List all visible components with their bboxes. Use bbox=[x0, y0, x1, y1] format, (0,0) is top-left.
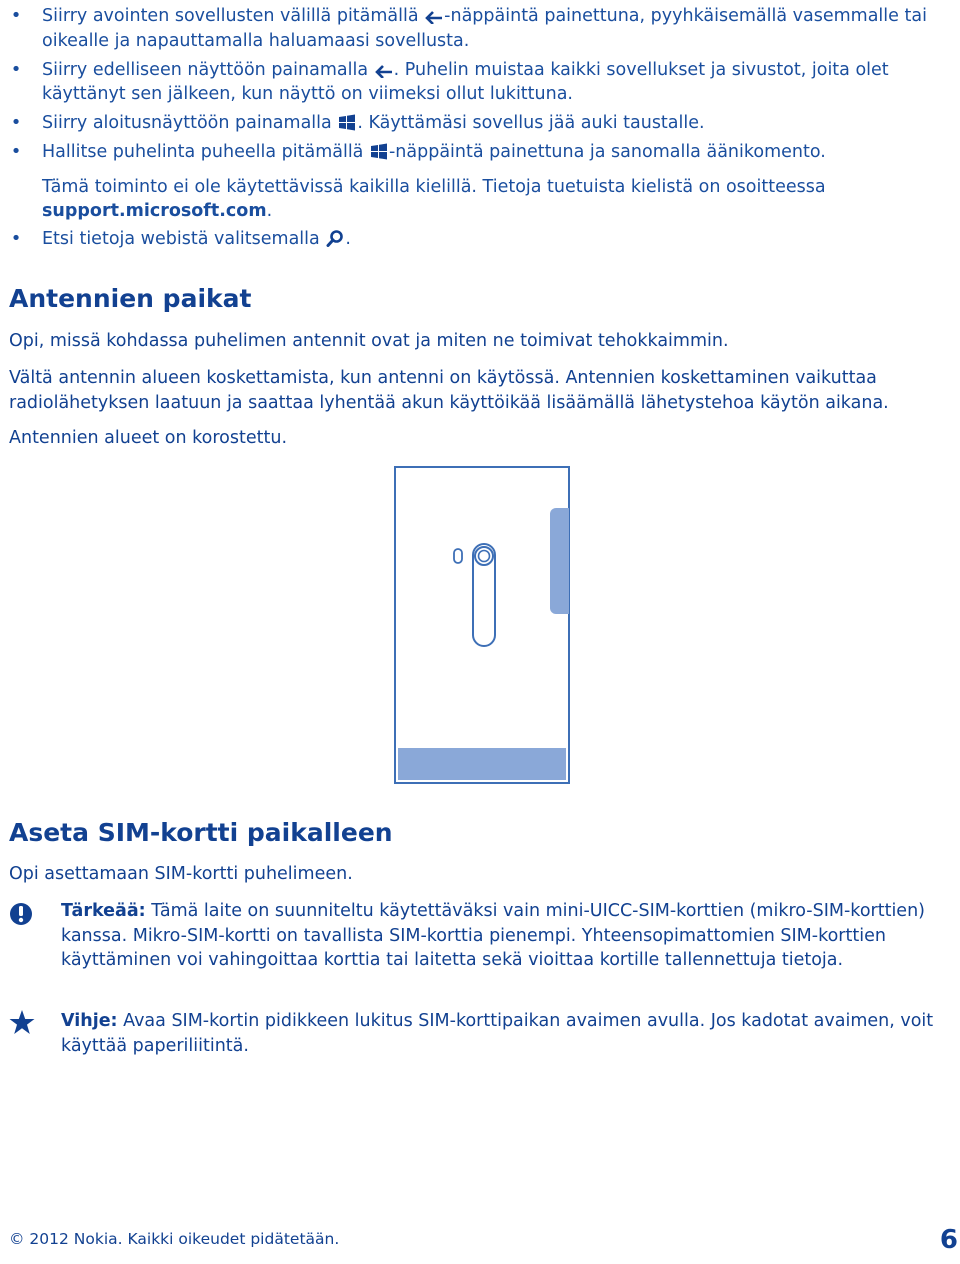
antenna-area-side bbox=[550, 508, 569, 614]
bullet-text: -näppäintä painettuna, pyyhkäisemällä vasemmalle tai oikealle ja napauttamalla haluamaasi sovellusta. bbox=[42, 6, 927, 51]
support-link[interactable]: support.microsoft.com bbox=[42, 201, 267, 221]
important-label: Tärkeää: bbox=[61, 901, 146, 921]
bullet-text: Siirry avointen sovellusten välillä pitämällä bbox=[42, 6, 425, 26]
antennas-warning: Vältä antennin alueen koskettamista, kun antenni on käytössä. Antennien koskettaminen vaikuttaa radiolähetyksen laatuun ja saattaa lyhentää akun käyttöikää lisäämällä lähetystehoa käytön aikana. bbox=[9, 368, 889, 413]
phone-back-diagram bbox=[394, 466, 570, 784]
back-arrow-icon bbox=[424, 6, 444, 24]
language-note bbox=[8, 175, 960, 224]
section-heading-antennas: Antennien paikat bbox=[9, 284, 252, 313]
important-note bbox=[9, 899, 959, 973]
bullet-dot: • bbox=[10, 112, 22, 133]
page-number: 6 bbox=[939, 1225, 958, 1255]
bullet-list bbox=[8, 4, 960, 256]
bullet-text: Siirry edelliseen näyttöön painamalla bbox=[42, 59, 374, 80]
antennas-intro: Opi, missä kohdassa puhelimen antennit ovat ja miten ne toimivat tehokkaimmin. bbox=[9, 331, 729, 351]
bullet-dot: • bbox=[10, 141, 22, 162]
bullet-dot: • bbox=[10, 227, 22, 249]
bullet-dot: • bbox=[10, 5, 22, 26]
bullet-text: Hallitse puhelinta puheella pitämällä bbox=[42, 142, 369, 162]
note-text: Tämä toiminto ei ole käytettävissä kaikilla kielillä. Tietoja tuetuista kielistä on osoitteessa bbox=[42, 176, 826, 197]
important-text: Tämä laite on suunniteltu käytettäväksi vain mini-UICC-SIM-korttien (mikro-SIM-korttien) kanssa. Mikro-SIM-kortti on tavallista SIM-korttia pienempi. Yhteensopimattomien SIM-korttien käyttäminen voi vahingoittaa korttia tai laitetta sekä vioittaa kortille tallennettuja tietoja. bbox=[61, 901, 925, 970]
antenna-area-bottom bbox=[398, 748, 566, 780]
sim-intro: Opi asettamaan SIM-kortti puhelimeen. bbox=[9, 864, 353, 884]
section-heading-sim: Aseta SIM-kortti paikalleen bbox=[9, 818, 393, 847]
antennas-highlight-note: Antennien alueet on korostettu. bbox=[9, 428, 288, 448]
bullet-text: . Puhelin muistaa kaikki sovellukset ja sivustot, joita olet käyttänyt sen jälkeen, kun näyttö on viimeksi ollut lukittuna. bbox=[42, 59, 889, 104]
bullet-text: -näppäintä painettuna ja sanomalla äänikomento. bbox=[388, 142, 826, 162]
bullet-dot: • bbox=[10, 58, 22, 80]
list-item bbox=[8, 111, 960, 136]
tip-label: Vihje: bbox=[61, 1011, 118, 1031]
note-text: . bbox=[266, 201, 273, 221]
list-item bbox=[8, 140, 960, 165]
copyright-footer: © 2012 Nokia. Kaikki oikeudet pidätetään. bbox=[9, 1230, 340, 1248]
back-arrow-icon bbox=[374, 60, 394, 78]
camera-module bbox=[396, 468, 568, 782]
bullet-text: . Käyttämäsi sovellus jää auki taustalle. bbox=[357, 113, 705, 133]
exclamation-icon bbox=[9, 901, 37, 929]
list-item bbox=[8, 227, 960, 252]
tip-text: Avaa SIM-kortin pidikkeen lukitus SIM-korttipaikan avaimen avulla. Jos kadotat avaimen, voit käyttää paperiliitintä. bbox=[61, 1011, 934, 1056]
windows-logo-icon bbox=[337, 113, 357, 131]
search-icon bbox=[325, 229, 345, 247]
tip-note bbox=[9, 1009, 959, 1058]
bullet-text: . bbox=[345, 228, 351, 249]
windows-logo-icon bbox=[369, 142, 389, 160]
bullet-text: Etsi tietoja webistä valitsemalla bbox=[42, 228, 326, 249]
star-icon bbox=[9, 1009, 37, 1037]
list-item bbox=[8, 58, 960, 107]
list-item bbox=[8, 4, 960, 53]
bullet-text: Siirry aloitusnäyttöön painamalla bbox=[42, 113, 338, 133]
